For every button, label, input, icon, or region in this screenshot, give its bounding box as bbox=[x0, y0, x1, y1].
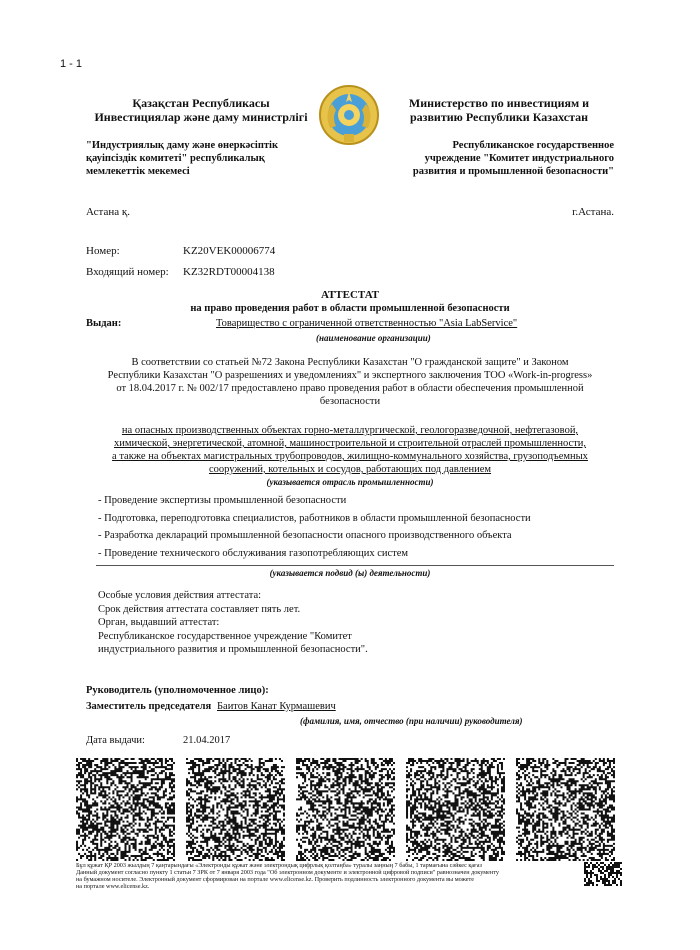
header-right-sub-line: Республиканское государственное bbox=[452, 140, 614, 151]
state-emblem-icon bbox=[318, 84, 380, 146]
header-left-title-line: Қазақстан Республикасы bbox=[132, 96, 270, 110]
activities-caption: (указывается подвид (ы) деятельности) bbox=[269, 568, 431, 578]
deputy-name: Баитов Канат Курмашевич bbox=[217, 701, 336, 712]
activities-divider bbox=[96, 565, 614, 566]
signatory-caption: (фамилия, имя, отчество (при наличии) руководителя) bbox=[300, 716, 523, 726]
header-left-title bbox=[86, 96, 316, 124]
basis-line: В соответствии со статьей №72 Закона Республики Казахстан "О гражданской защите" и Законом bbox=[131, 357, 569, 368]
qr-code-4 bbox=[406, 758, 505, 861]
header-right-sub-line: учреждение "Комитет индустриального bbox=[424, 153, 614, 164]
condition-line: индустриального развития и промышленной безопасности". bbox=[98, 644, 368, 655]
header-left-title-line: Инвестициялар және даму министрлігі bbox=[94, 110, 308, 124]
header-left-sub-line: мемлекеттік мекемесі bbox=[86, 166, 190, 177]
qr-code-2 bbox=[186, 758, 285, 861]
page-number: 1 - 1 bbox=[60, 58, 83, 70]
header-left-sub-line: қауіпсіздік комитеті" республикалық bbox=[86, 153, 265, 164]
basis-line: от 18.04.2017 г. № 002/17 предоставлено право проведения работ в области обеспечения промышленной bbox=[116, 383, 584, 394]
document-title: АТТЕСТАТ bbox=[320, 289, 380, 301]
header-left-subtitle bbox=[86, 139, 326, 178]
industry-paragraph bbox=[86, 424, 614, 476]
qr-code-1 bbox=[76, 758, 175, 861]
number-value: KZ20VEK00006774 bbox=[183, 245, 276, 257]
condition-line: Особые условия действия аттестата: bbox=[98, 590, 262, 601]
organization-caption: (наименование организации) bbox=[316, 333, 431, 343]
footer-line: Данный документ согласно пункту 1 статьи 7 ЗРК от 7 января 2003 года "Об электронном документе и электронной цифровой подписи" равнозначен документу bbox=[76, 869, 499, 876]
header-right-title bbox=[384, 96, 614, 124]
deputy-label: Заместитель председателя bbox=[86, 701, 212, 712]
condition-line: Орган, выдавший аттестат: bbox=[98, 617, 220, 628]
activity-item: - Разработка деклараций промышленной безопасности опасного производственного объекта bbox=[98, 530, 512, 541]
conditions-block bbox=[98, 589, 598, 657]
footer-legal-text bbox=[76, 862, 596, 890]
incoming-number-label: Входящий номер: bbox=[86, 266, 169, 278]
issue-date-label: Дата выдачи: bbox=[86, 735, 145, 746]
activity-item: - Проведение экспертизы промышленной безопасности bbox=[98, 495, 347, 506]
industry-caption: (указывается отрасль промышленности) bbox=[266, 477, 434, 487]
header-right-title-line: Министерство по инвестициям и bbox=[408, 96, 590, 110]
industry-line: химической, энергетической, атомной, машиностроительной и строительной отраслей промышленности, bbox=[113, 438, 587, 449]
number-label: Номер: bbox=[86, 245, 120, 257]
qr-code-3 bbox=[296, 758, 395, 861]
industry-line: сооружений, котельных и сосудов, работающих под давлением bbox=[208, 464, 492, 475]
basis-paragraph bbox=[86, 356, 614, 408]
header-right-sub-line: развития и промышленной безопасности" bbox=[412, 166, 614, 177]
document-subtitle: на право проведения работ в области промышленной безопасности bbox=[190, 303, 510, 314]
head-label: Руководитель (уполномоченное лицо): bbox=[86, 685, 269, 696]
issue-date-value: 21.04.2017 bbox=[183, 735, 231, 746]
qr-code-5 bbox=[516, 758, 615, 861]
basis-line: безопасности bbox=[319, 396, 381, 407]
activities-list bbox=[98, 494, 618, 564]
industry-line: на опасных производственных объектах горно-металлургической, геологоразведочной, нефтегазовой, bbox=[121, 425, 579, 436]
footer-line: на бумажном носителе. Электронный документ сформирован на портале www.elicense.kz. Проверить подлинность электронного документа вы можете bbox=[76, 876, 474, 883]
activity-item: - Проведение технического обслуживания газопотребляющих систем bbox=[98, 547, 409, 559]
city-right: г.Астана. bbox=[572, 206, 614, 218]
issued-label: Выдан: bbox=[86, 318, 122, 329]
header-right-subtitle bbox=[374, 139, 614, 178]
footer-line: на портале www.elicense.kz. bbox=[76, 883, 150, 890]
city-left: Астана қ. bbox=[86, 206, 130, 218]
basis-line: Республики Казахстан "О разрешениях и уведомлениях" и экспертного заключения ТОО «Work-in-progress» bbox=[107, 370, 593, 381]
activity-item: - Подготовка, переподготовка специалистов, работников в области промышленной безопасности bbox=[98, 512, 531, 524]
condition-line: Республиканское государственное учреждение "Комитет bbox=[98, 630, 352, 642]
footer-line: Бұл құжат ҚР 2003 жылдың 7 қаңтарындағы «Электронды құжат және электрондық цифрлық қолтаңба» туралы заңның 7 бабы, 1 тармағына сәйкес қағаз bbox=[76, 862, 482, 869]
header-left-sub-line: "Индустриялық даму және өнеркәсіптік bbox=[86, 140, 279, 151]
condition-line: Срок действия аттестата составляет пять лет. bbox=[98, 603, 301, 615]
industry-line: а также на объектах магистральных трубопроводов, жилищно-коммунального хозяйства, грузоподъемных bbox=[112, 451, 588, 462]
header-right-title-line: развитию Республики Казахстан bbox=[409, 110, 589, 124]
incoming-number-value: KZ32RDT00004138 bbox=[183, 266, 275, 278]
issued-organization: Товарищество с ограниченной ответственностью "Asia LabService" bbox=[216, 318, 518, 329]
